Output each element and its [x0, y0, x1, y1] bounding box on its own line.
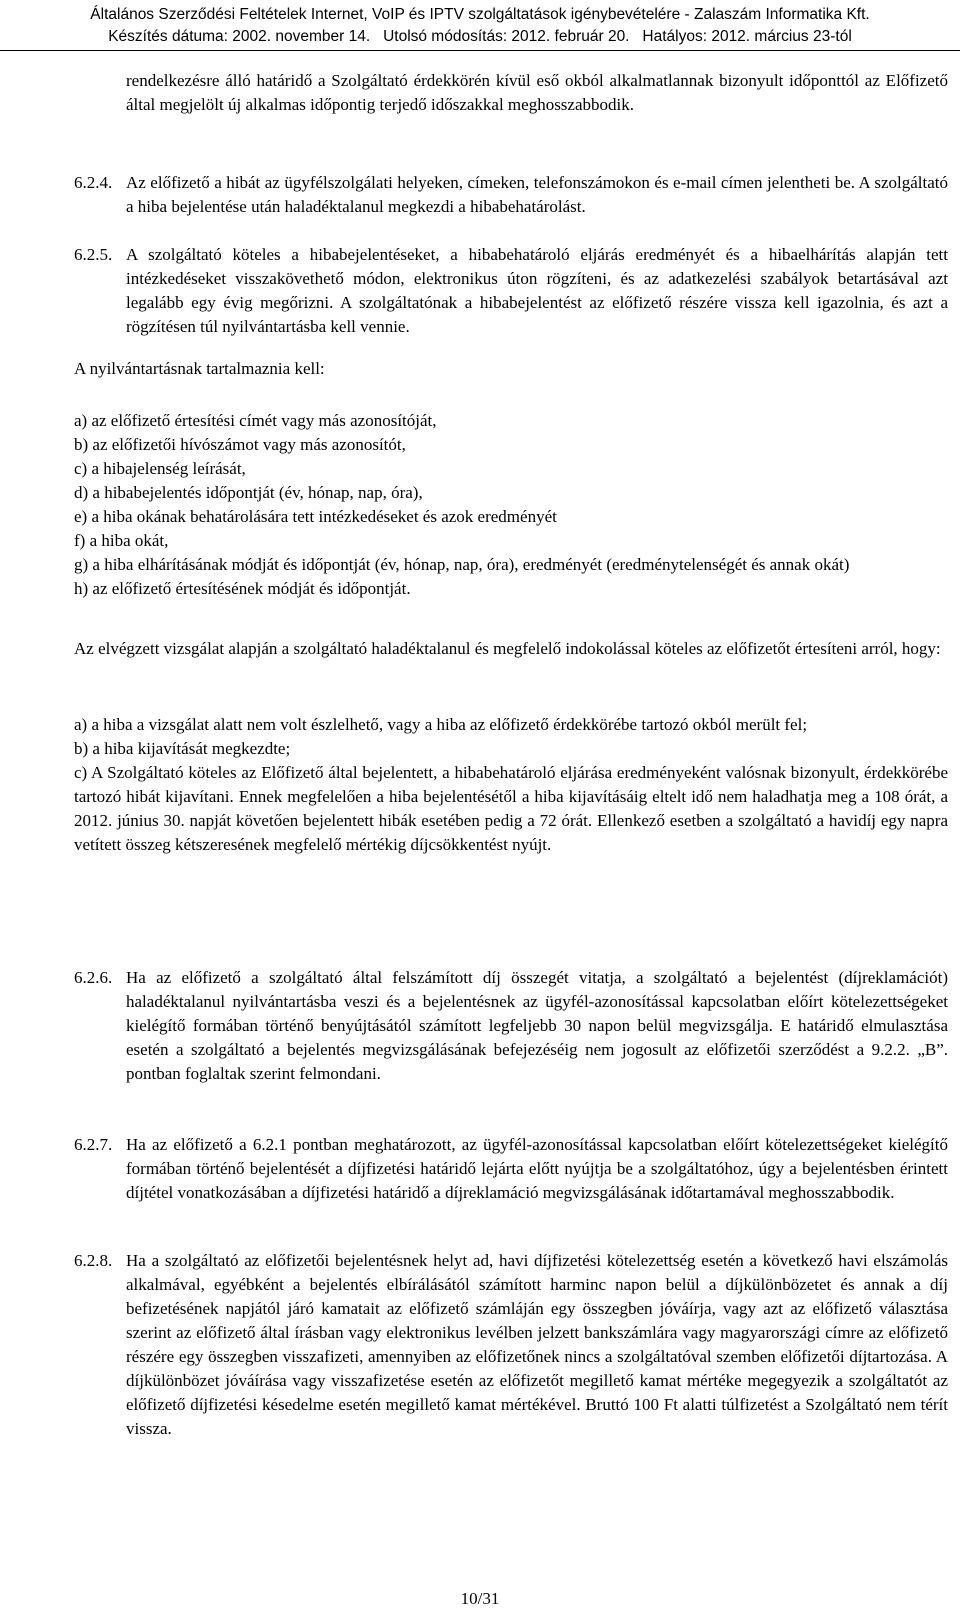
section-6-2-4	[74, 171, 948, 219]
section-6-2-7	[74, 1133, 948, 1205]
list-item: a) az előfizető értesítési címét vagy más azonosítóját,	[74, 411, 437, 430]
list-item: c) A Szolgáltató köteles az Előfizető által bejelentett, a hibabehatároló eljárása eredményeként valósnak bizonyult, érdekkörébe tartozó hibát kijavítani. Ennek megfelelően a hiba bejelentésétől a hiba kijavításáig eltelt idő nem haladhatja meg a 108 órát, a 2012. június 30. napját követően bejelentett hibák esetében pedig a 72 órát. Ellenkező esetben a szolgáltató a havidíj egy napra vetített összeg kétszeresének megfelelő mértékig díjcsökkentést nyújt.	[74, 763, 948, 854]
list-item: c) a hibajelenség leírását,	[74, 459, 246, 478]
notify-list	[74, 713, 948, 857]
document-header	[0, 4, 960, 48]
list-item: b) a hiba kijavítását megkezdte;	[74, 739, 291, 758]
page-number: 10/31	[460, 1589, 500, 1608]
section-text: Ha a szolgáltató az előfizetői bejelentésnek helyt ad, havi díjfizetési kötelezettség esetén a következő havi elszámolás alkalmával, egyébként a bejelentés elbírálásától számított harminc napon belül a díjkülönbözetet és annak a díj befizetésének napjától járó kamatait az előfizető számláján egy összegben jóváírja, vagy azt az előfizető választása szerint az előfizető által írásban vagy elektronikus levélben jelzett bankszámlára vagy magyarországi címre az előfizető részére egy összegben visszafizeti, amennyiben az előfizetőnek nincs a szolgáltatóval szemben előfizetői díjtartozása. A díjkülönbözet jóváírása vagy visszafizetése esetén az előfizetőt megillető kamat mértéke megegyezik a szolgáltatót az előfizető díjfizetési késedelme esetén megillető kamat mértékével. Bruttó 100 Ft alatti túlfizetést a Szolgáltató nem térít vissza.	[126, 1251, 948, 1438]
registry-list	[74, 409, 948, 601]
section-text: Az előfizető a hibát az ügyfélszolgálati helyeken, címeken, telefonszámokon és e-mail címen jelentheti be. A szolgáltató a hiba bejelentése után haladéktalanul megkezdi a hibabehatárolást.	[126, 173, 948, 216]
header-divider	[0, 50, 960, 51]
section-number: 6.2.4.	[74, 173, 113, 192]
list-item: f) a hiba okát,	[74, 531, 169, 550]
section-number: 6.2.7.	[74, 1135, 113, 1154]
section-6-2-8	[74, 1249, 948, 1441]
section-number: 6.2.6.	[74, 968, 113, 987]
list-item: h) az előfizető értesítésének módját és időpontját.	[74, 579, 411, 598]
section-6-2-6	[74, 966, 948, 1086]
list-item: d) a hibabejelentés időpontját (év, hónap, nap, óra),	[74, 483, 423, 502]
list-item: e) a hiba okának behatárolására tett intézkedéseket és azok eredményét	[74, 507, 557, 526]
registry-intro: A nyilvántartásnak tartalmaznia kell:	[74, 359, 325, 378]
section-text: Ha az előfizető a 6.2.1 pontban meghatározott, az ügyfél-azonosítással kapcsolatban előírt kötelezettségeket kielégítő formában történő bejelentését a díjfizetési határidő lejárta előtt nyújtja be a szolgáltatóhoz, úgy a bejelentésben érintett díjtétel vonatkozásában a díjfizetési határidő a díjreklamáció megvizsgálásának időtartamával meghosszabbodik.	[126, 1135, 948, 1202]
header-title: Általános Szerződési Feltételek Internet, VoIP és IPTV szolgáltatások igénybevételére - Zalaszám Informatika Kft.	[90, 6, 870, 23]
list-item: g) a hiba elhárításának módját és időpontját (év, hónap, nap, óra), eredményét (eredménytelenségét és annak okát)	[74, 555, 850, 574]
section-number: 6.2.5.	[74, 245, 113, 264]
list-item: b) az előfizetői hívószámot vagy más azonosítót,	[74, 435, 406, 454]
section-text: A szolgáltató köteles a hibabejelentéseket, a hibabehatároló eljárás eredményét és a hibaelhárítás alapján tett intézkedéseket visszakövethető módon, elektronikus úton rögzíteni, és az adatkezelési szabályok betartásával azt legalább egy évig megőrizni. A szolgáltatónak a hibabejelentést az előfizető részére vissza kell igazolnia, és azt a rögzítésen túl nyilvántartásba kell vennie.	[126, 245, 948, 336]
paragraph-continuation: rendelkezésre álló határidő a Szolgáltató érdekkörén kívül eső okból alkalmatlannak bizonyult időponttól az Előfizető által megjelölt új alkalmas időpontig terjedő időszakkal meghosszabbodik.	[126, 71, 948, 114]
notify-intro: Az elvégzett vizsgálat alapján a szolgáltató haladéktalanul és megfelelő indokolással köteles az előfizetőt értesíteni arról, hogy:	[74, 639, 941, 658]
section-text: Ha az előfizető a szolgáltató által felszámított díj összegét vitatja, a szolgáltató a bejelentést (díjreklamációt) haladéktalanul nyilvántartásba veszi és a bejelentésnek az ügyfél-azonosítással kapcsolatban előírt kötelezettségeket kielégítő formában történő benyújtásától számított legfeljebb 30 napon belül megvizsgálja. E határidő elmulasztása esetén a szolgáltató a bejelentés megvizsgálásának befejezéséig nem jogosult az előfizetői szerződést a 9.2.2. „B”. pontban foglaltak szerint felmondani.	[126, 968, 948, 1083]
list-item: a) a hiba a vizsgálat alatt nem volt észlelhető, vagy a hiba az előfizető érdekkörébe tartozó okból merült fel;	[74, 715, 808, 734]
section-number: 6.2.8.	[74, 1251, 113, 1270]
section-6-2-5	[74, 243, 948, 339]
header-dates: Készítés dátuma: 2002. november 14. Utolsó módosítás: 2012. február 20. Hatályos: 2012. március 23-tól	[108, 28, 852, 45]
